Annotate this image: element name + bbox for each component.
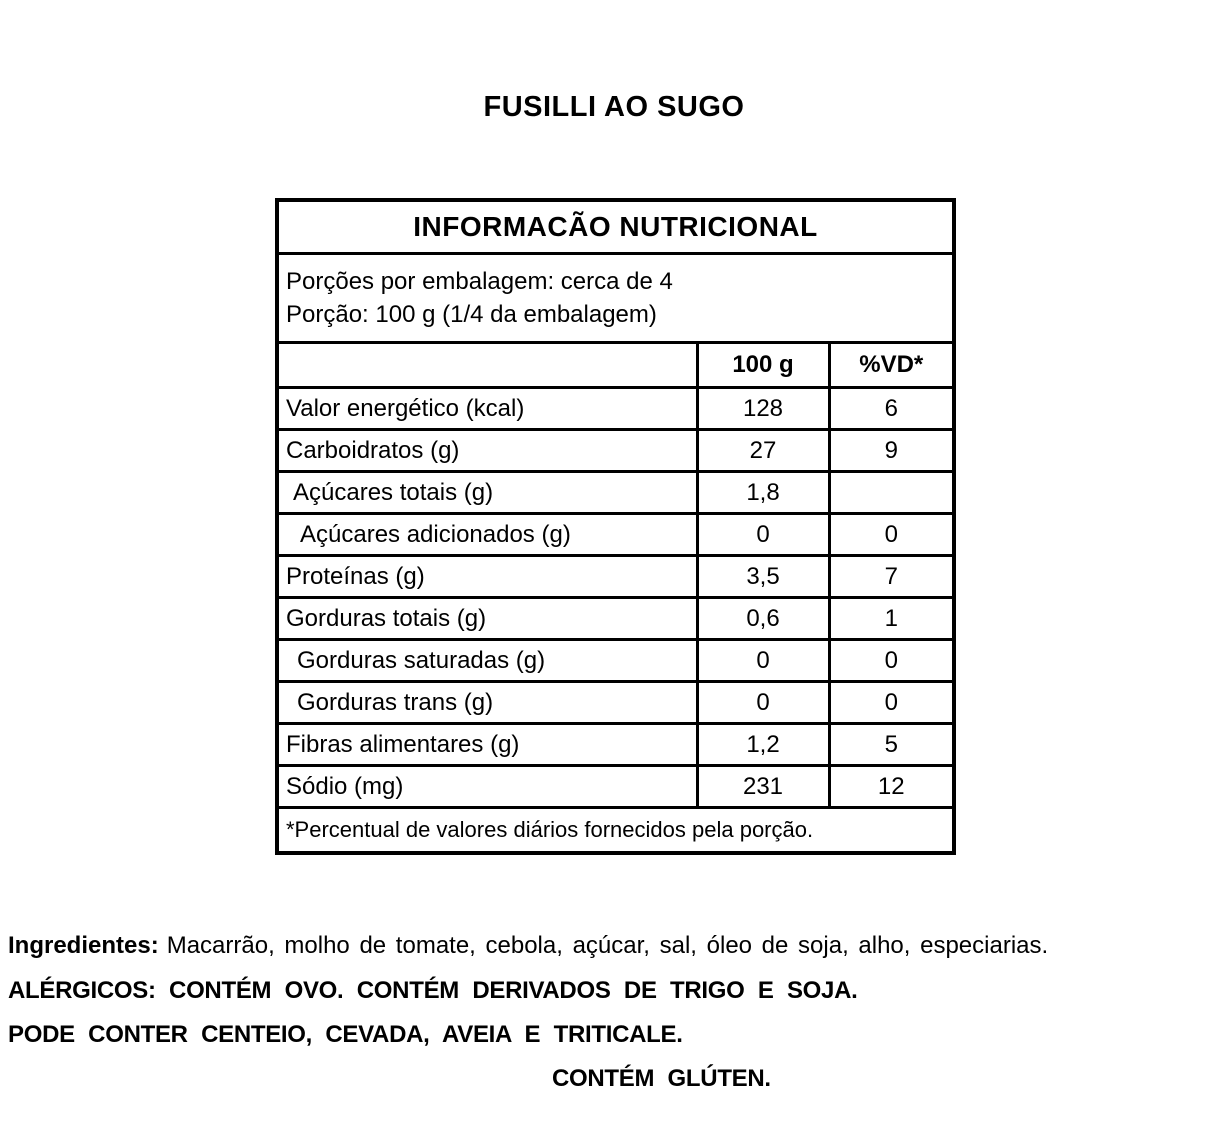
nutrient-label: Fibras alimentares (g) [277, 724, 697, 766]
column-header-row [277, 343, 954, 388]
table-row [277, 556, 954, 598]
column-header-empty [277, 343, 697, 388]
nutrient-dv: 12 [829, 766, 954, 808]
servings-cell [277, 254, 954, 343]
nutrient-amount: 27 [697, 430, 829, 472]
nutrient-dv: 0 [829, 682, 954, 724]
gluten-statement: CONTÉM GLÚTEN. [552, 1065, 771, 1092]
table-row [277, 766, 954, 808]
nutrient-amount: 0 [697, 514, 829, 556]
ingredients-line [8, 931, 1223, 960]
table-row [277, 598, 954, 640]
ingredients-label: Ingredientes: [8, 932, 159, 959]
table-row [277, 388, 954, 430]
daily-value-footnote: *Percentual de valores diários fornecidos pela porção. [277, 808, 954, 854]
nutrient-amount: 3,5 [697, 556, 829, 598]
column-header-daily-value: %VD* [829, 343, 954, 388]
nutrient-amount: 231 [697, 766, 829, 808]
nutrient-label: Gorduras trans (g) [277, 682, 697, 724]
servings-per-package: Porções por embalagem: cerca de 4 [286, 268, 673, 295]
nutrition-facts-table [275, 198, 956, 855]
label-bottom-text [8, 931, 1223, 1108]
footnote-row [277, 808, 954, 854]
table-row [277, 724, 954, 766]
nutrient-dv [829, 472, 954, 514]
nutrient-amount: 0,6 [697, 598, 829, 640]
nutrient-dv: 5 [829, 724, 954, 766]
nutrient-dv: 1 [829, 598, 954, 640]
nutrient-label: Carboidratos (g) [277, 430, 697, 472]
table-row [277, 472, 954, 514]
nutrient-amount: 128 [697, 388, 829, 430]
nutrient-amount: 1,2 [697, 724, 829, 766]
nutrient-label: Gorduras saturadas (g) [277, 640, 697, 682]
nutrient-label: Proteínas (g) [277, 556, 697, 598]
nutrient-dv: 7 [829, 556, 954, 598]
column-header-amount: 100 g [697, 343, 829, 388]
nutrient-label: Sódio (mg) [277, 766, 697, 808]
table-row [277, 682, 954, 724]
nutrient-label: Valor energético (kcal) [277, 388, 697, 430]
ingredients-text: Macarrão, molho de tomate, cebola, açúcar, sal, óleo de soja, alho, especiarias. [166, 932, 1049, 959]
servings-row [277, 254, 954, 343]
table-title: INFORMACÃO NUTRICIONAL [277, 200, 954, 254]
product-title: FUSILLI AO SUGO [483, 91, 745, 123]
nutrient-dv: 0 [829, 640, 954, 682]
table-row [277, 514, 954, 556]
allergen-statement-line2: PODE CONTER CENTEIO, CEVADA, AVEIA E TRITICALE. [8, 1021, 683, 1048]
nutrient-amount: 0 [697, 640, 829, 682]
nutrient-label: Açúcares adicionados (g) [277, 514, 697, 556]
nutrient-label: Açúcares totais (g) [277, 472, 697, 514]
table-row [277, 430, 954, 472]
nutrient-amount: 0 [697, 682, 829, 724]
table-title-row [277, 200, 954, 254]
serving-size: Porção: 100 g (1/4 da embalagem) [286, 301, 657, 328]
table-row [277, 640, 954, 682]
nutrient-amount: 1,8 [697, 472, 829, 514]
nutrient-label: Gorduras totais (g) [277, 598, 697, 640]
nutrient-dv: 0 [829, 514, 954, 556]
nutrient-dv: 9 [829, 430, 954, 472]
nutrient-dv: 6 [829, 388, 954, 430]
allergen-statement-line1: ALÉRGICOS: CONTÉM OVO. CONTÉM DERIVADOS DE TRIGO E SOJA. [8, 977, 858, 1004]
